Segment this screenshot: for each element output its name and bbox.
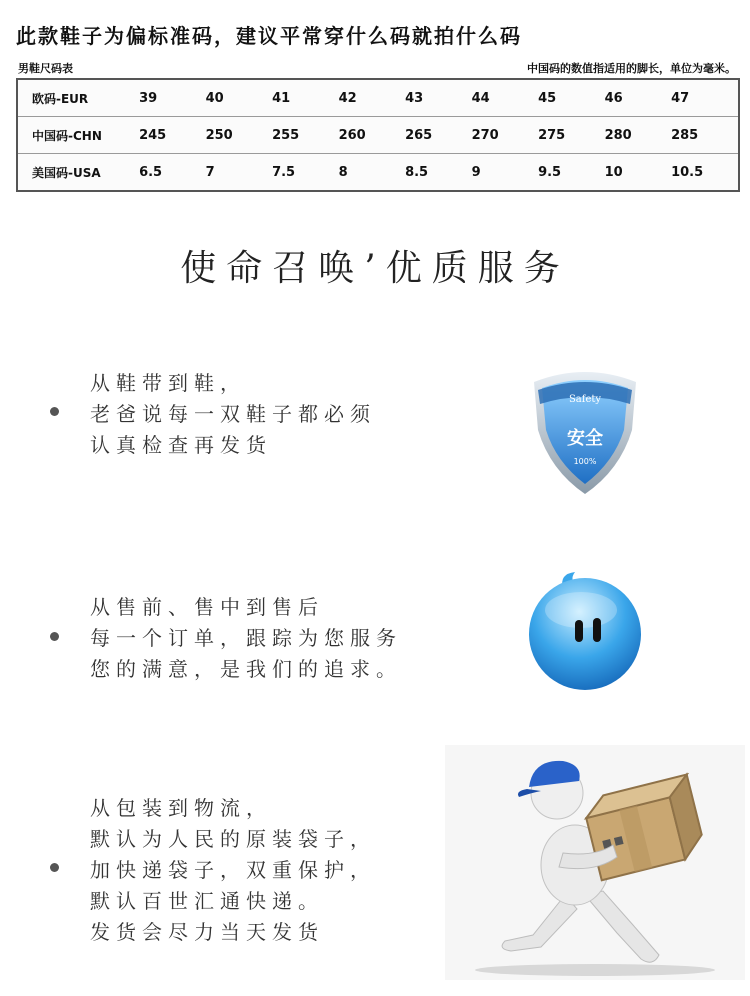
table-cell: 8 <box>338 164 348 180</box>
table-cell: 265 <box>405 117 472 154</box>
feature-line: 您的满意，是我们的追求。 <box>90 657 402 681</box>
shield-bottom-text: 100% <box>573 457 597 466</box>
feature-line: 从售前、售中到售后 <box>90 595 324 619</box>
table-cell: 285 <box>671 117 739 154</box>
table-cell: 6.5 <box>139 164 163 180</box>
feature-logistics <box>0 745 750 985</box>
feature-line: 从包装到物流， <box>90 796 272 820</box>
feature-safety <box>0 360 750 520</box>
bullet-icon <box>50 863 59 872</box>
chat-bubble-icon <box>525 570 645 700</box>
table-cell: 9 <box>471 164 481 180</box>
feature-text <box>90 368 376 461</box>
bullet-icon <box>50 632 59 641</box>
table-cell: 275 <box>538 117 605 154</box>
feature-line: 发货会尽力当天发货 <box>90 920 324 944</box>
feature-text <box>90 592 402 685</box>
delivery-man-icon <box>445 745 745 980</box>
feature-line: 默认百世汇通快递。 <box>90 889 324 913</box>
shield-main-text: 安全 <box>567 428 603 449</box>
table-cell: 10.5 <box>671 164 704 180</box>
size-table-caption: 男鞋尺码表 <box>18 62 73 75</box>
table-cell: 40 <box>206 79 273 117</box>
feature-line: 从鞋带到鞋， <box>90 371 246 395</box>
table-cell: 280 <box>605 117 672 154</box>
shield-top-text: Safety <box>568 394 602 405</box>
table-cell: 250 <box>206 117 273 154</box>
table-cell: 39 <box>139 79 206 117</box>
table-cell: 10 <box>604 164 623 180</box>
table-cell: 46 <box>605 79 672 117</box>
table-cell: 270 <box>472 117 539 154</box>
table-row <box>17 117 739 154</box>
table-cell: 43 <box>405 79 472 117</box>
table-row <box>17 79 739 117</box>
table-cell: 45 <box>538 79 605 117</box>
row-label: 中国码-CHN <box>17 117 139 154</box>
table-cell: 7 <box>205 164 215 180</box>
row-label: 美国码-USA <box>32 165 101 180</box>
feature-line: 默认为人民的原装袋子， <box>90 827 376 851</box>
size-advice-note: 此款鞋子为偏标准码，建议平常穿什么码就拍什么码 <box>16 24 522 48</box>
feature-line: 老爸说每一双鞋子都必须 <box>90 402 376 426</box>
table-cell: 42 <box>339 79 406 117</box>
table-cell: 44 <box>472 79 539 117</box>
table-cell: 9.5 <box>538 164 562 180</box>
feature-text <box>90 793 376 948</box>
table-cell: 260 <box>339 117 406 154</box>
size-table-note: 中国码的数值指适用的脚长，单位为毫米。 <box>527 62 736 75</box>
safety-shield-icon <box>520 360 650 500</box>
table-cell: 7.5 <box>272 164 296 180</box>
table-cell: 255 <box>272 117 339 154</box>
table-cell: 8.5 <box>405 164 429 180</box>
feature-line: 认真检查再发货 <box>90 433 272 457</box>
row-label: 欧码-EUR <box>17 79 139 117</box>
table-cell: 41 <box>272 79 339 117</box>
feature-line: 每一个订单，跟踪为您服务 <box>90 626 402 650</box>
table-cell: 245 <box>139 117 206 154</box>
table-row <box>17 154 739 192</box>
feature-service <box>0 570 750 710</box>
size-table <box>16 78 740 192</box>
section-title: 使命召唤’优质服务 <box>180 248 570 289</box>
feature-line: 加快递袋子，双重保护， <box>90 858 376 882</box>
table-cell: 47 <box>671 79 739 117</box>
bullet-icon <box>50 407 59 416</box>
